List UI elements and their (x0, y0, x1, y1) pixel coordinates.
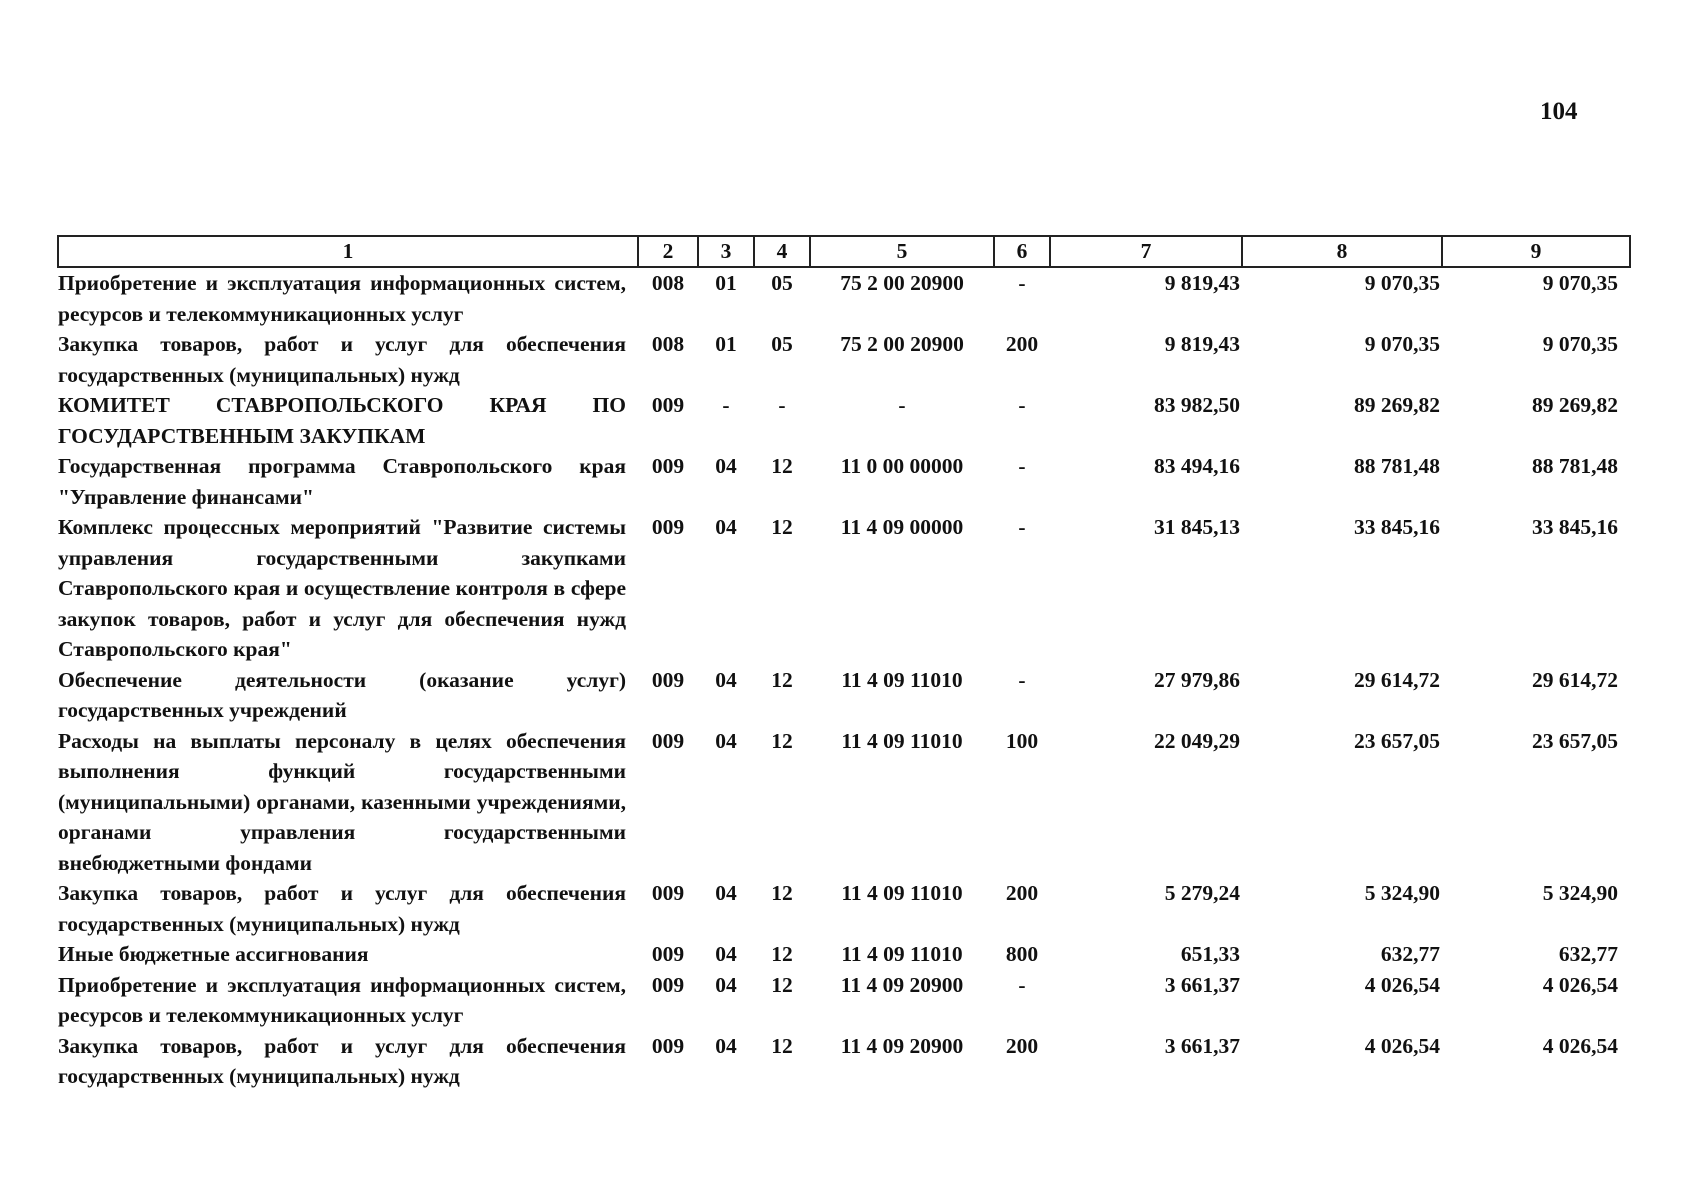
subsection-code: 12 (771, 454, 793, 478)
expense-type-code: - (1018, 667, 1026, 692)
amount-col-8: 88 781,48 (1354, 454, 1440, 478)
amount-col-8: 9 070,35 (1364, 332, 1440, 356)
target-article-code: 11 4 09 20900 (840, 972, 964, 997)
row-name: Расходы на выплаты персоналу в целях обеспечения выполнения функций государственными (муниципальными) органами, казенными учреждениями, органами управления государственными внебюджетными фондами (58, 728, 626, 875)
row-name: Приобретение и эксплуатация информационных систем, ресурсов и телекоммуникационных услуг (58, 271, 626, 326)
section-code: 04 (715, 515, 737, 539)
ministry-code: 008 (651, 332, 685, 356)
table-row (58, 512, 1630, 665)
amount-col-8: 4 026,54 (1364, 1033, 1440, 1058)
section-code: 01 (715, 332, 737, 356)
table-header-row (58, 236, 1630, 267)
row-name: Обеспечение деятельности (оказание услуг) государственных учреждений (58, 667, 626, 722)
column-header: 3 (698, 236, 754, 267)
ministry-code: 009 (651, 393, 685, 417)
target-article-code: 11 4 09 11010 (841, 728, 963, 753)
target-article-code: 11 4 09 00000 (840, 515, 964, 539)
amount-col-7: 3 661,37 (1164, 972, 1240, 997)
row-name: Комплекс процессных мероприятий "Развитие системы управления государственными закупками Ставропольского края и осуществление контроля в сфере закупок товаров, работ и услуг для обеспечения нужд Ставропольского края" (58, 515, 626, 661)
expense-type-code: - (1018, 515, 1026, 539)
expense-type-code: 100 (1005, 728, 1039, 753)
target-article-code: 11 4 09 11010 (841, 667, 963, 692)
target-article-code: 75 2 00 20900 (840, 271, 964, 295)
table-row (58, 726, 1630, 879)
column-header: 4 (754, 236, 810, 267)
amount-col-8: 33 845,16 (1354, 515, 1440, 539)
target-article-code: 11 0 00 00000 (840, 454, 964, 478)
expense-type-code: 200 (1005, 881, 1039, 905)
expense-type-code: - (1018, 271, 1026, 295)
table-row (58, 665, 1630, 726)
amount-col-9: 23 657,05 (1532, 728, 1618, 753)
target-article-code: 11 4 09 20900 (840, 1033, 964, 1058)
expense-type-code: 200 (1005, 1033, 1039, 1058)
expense-type-code: 800 (1005, 942, 1039, 966)
ministry-code: 009 (651, 942, 685, 966)
target-article-code: - (898, 393, 906, 417)
table-row (58, 878, 1630, 939)
ministry-code: 009 (651, 972, 685, 997)
amount-col-9: 89 269,82 (1532, 393, 1618, 417)
amount-col-7: 83 982,50 (1154, 393, 1240, 417)
table-row (58, 970, 1630, 1031)
table-row (58, 451, 1630, 512)
ministry-code: 009 (651, 881, 685, 905)
section-code: 04 (715, 881, 737, 905)
amount-col-8: 23 657,05 (1354, 728, 1440, 753)
row-name: Иные бюджетные ассигнования (58, 942, 369, 966)
expense-type-code: - (1018, 454, 1026, 478)
amount-col-7: 27 979,86 (1154, 667, 1240, 692)
section-code: 04 (715, 667, 737, 692)
section-code: 04 (715, 942, 737, 966)
expense-type-code: - (1018, 972, 1026, 997)
budget-table (57, 235, 1631, 1092)
amount-col-8: 29 614,72 (1354, 667, 1440, 692)
subsection-code: 12 (771, 667, 793, 692)
amount-col-8: 89 269,82 (1354, 393, 1440, 417)
target-article-code: 11 4 09 11010 (841, 881, 963, 905)
ministry-code: 008 (651, 271, 685, 295)
amount-col-9: 9 070,35 (1542, 271, 1618, 295)
amount-col-8: 9 070,35 (1364, 271, 1440, 295)
table-row (58, 267, 1630, 329)
amount-col-9: 4 026,54 (1542, 1033, 1618, 1058)
amount-col-7: 22 049,29 (1154, 728, 1240, 753)
subsection-code: 12 (771, 972, 793, 997)
row-name: Приобретение и эксплуатация информационных систем, ресурсов и телекоммуникационных услуг (58, 972, 626, 1027)
section-code: 04 (715, 454, 737, 478)
column-header: 5 (810, 236, 994, 267)
column-header: 1 (58, 236, 638, 267)
subsection-code: 12 (771, 881, 793, 905)
expense-type-code: 200 (1005, 332, 1039, 356)
amount-col-9: 632,77 (1558, 942, 1618, 966)
amount-col-9: 33 845,16 (1532, 515, 1618, 539)
amount-col-7: 5 279,24 (1164, 881, 1240, 905)
amount-col-7: 9 819,43 (1164, 332, 1240, 356)
ministry-code: 009 (651, 454, 685, 478)
amount-col-7: 3 661,37 (1164, 1033, 1240, 1058)
section-code: 04 (715, 728, 737, 753)
subsection-code: 05 (771, 332, 793, 356)
amount-col-7: 9 819,43 (1164, 271, 1240, 295)
amount-col-9: 29 614,72 (1532, 667, 1618, 692)
ministry-code: 009 (651, 1033, 685, 1058)
subsection-code: 12 (771, 728, 793, 753)
section-code: 04 (715, 972, 737, 997)
column-header: 9 (1442, 236, 1630, 267)
amount-col-7: 83 494,16 (1154, 454, 1240, 478)
column-header: 6 (994, 236, 1050, 267)
section-code: 04 (715, 1033, 737, 1058)
amount-col-7: 31 845,13 (1154, 515, 1240, 539)
page-number: 104 (1540, 98, 1578, 125)
subsection-code: 05 (771, 271, 793, 295)
column-header: 2 (638, 236, 698, 267)
row-name: Закупка товаров, работ и услуг для обеспечения государственных (муниципальных) нужд (58, 1033, 626, 1088)
section-code: - (722, 393, 730, 417)
table-row (58, 329, 1630, 390)
amount-col-7: 651,33 (1180, 942, 1240, 966)
amount-col-8: 632,77 (1380, 942, 1440, 966)
row-name: Закупка товаров, работ и услуг для обеспечения государственных (муниципальных) нужд (58, 881, 626, 936)
subsection-code: 12 (771, 942, 793, 966)
ministry-code: 009 (651, 515, 685, 539)
target-article-code: 75 2 00 20900 (840, 332, 964, 356)
subsection-code: - (778, 393, 786, 417)
subsection-code: 12 (771, 515, 793, 539)
amount-col-9: 88 781,48 (1532, 454, 1618, 478)
row-name: Закупка товаров, работ и услуг для обеспечения государственных (муниципальных) нужд (58, 332, 626, 387)
column-header: 7 (1050, 236, 1242, 267)
column-header: 8 (1242, 236, 1442, 267)
ministry-code: 009 (651, 728, 685, 753)
section-code: 01 (715, 271, 737, 295)
expense-type-code: - (1018, 393, 1026, 417)
table-row (58, 1031, 1630, 1092)
amount-col-9: 9 070,35 (1542, 332, 1618, 356)
ministry-code: 009 (651, 667, 685, 692)
row-name: КОМИТЕТ СТАВРОПОЛЬСКОГО КРАЯ ПО ГОСУДАРСТВЕННЫМ ЗАКУПКАМ (58, 393, 626, 448)
amount-col-9: 4 026,54 (1542, 972, 1618, 997)
table-row (58, 390, 1630, 451)
amount-col-9: 5 324,90 (1542, 881, 1618, 905)
row-name: Государственная программа Ставропольского края "Управление финансами" (58, 454, 626, 509)
amount-col-8: 4 026,54 (1364, 972, 1440, 997)
table-row (58, 939, 1630, 970)
amount-col-8: 5 324,90 (1364, 881, 1440, 905)
target-article-code: 11 4 09 11010 (841, 942, 963, 966)
subsection-code: 12 (771, 1033, 793, 1058)
